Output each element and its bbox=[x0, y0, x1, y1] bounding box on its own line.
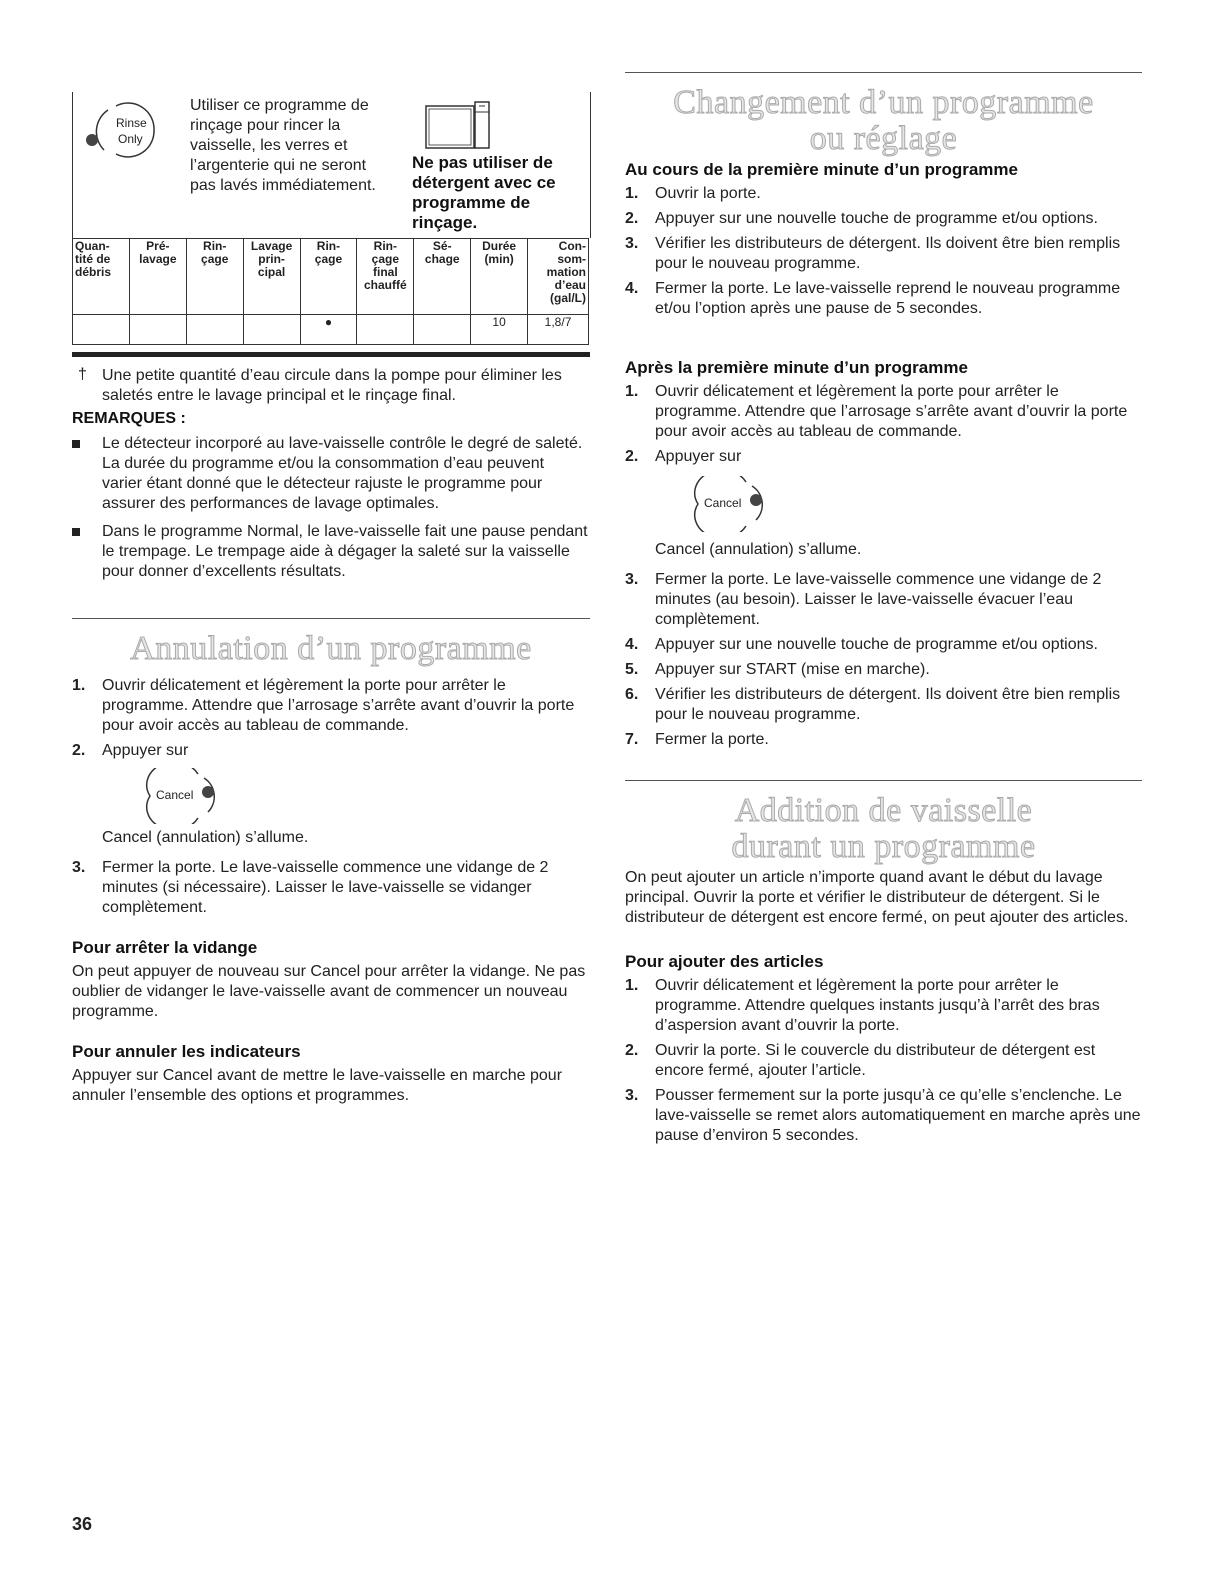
after-minute-steps-a bbox=[625, 382, 1143, 472]
remarks-title: REMARQUES : bbox=[72, 410, 186, 427]
no-detergent-warning: Ne pas utiliser de détergent avec ce programme de rinçage. bbox=[412, 153, 556, 232]
cell-water: 1,8/7 bbox=[528, 315, 589, 345]
list-item: 1. Ouvrir délicatement et légèrement la porte pour arrêter le programme. Attendre que l’arrosage s’arrête avant d’ouvrir la porte pour avoir accès au tableau de commande. bbox=[625, 383, 1128, 440]
cell-final-rinse bbox=[357, 315, 414, 345]
remarks-list bbox=[72, 434, 588, 590]
cell-main-wash bbox=[243, 315, 300, 345]
changement-heading-2: ou réglage bbox=[809, 120, 958, 157]
cancel-note: Cancel (annulation) s’allume. bbox=[102, 829, 309, 846]
footnote-text: Une petite quantité d’eau circule dans la pompe pour éliminer les saletés entre le lavage principal et le rinçage final. bbox=[102, 367, 562, 404]
rinse-icon-label: Rinse bbox=[116, 116, 147, 130]
cancel-button-label: Cancel bbox=[156, 788, 194, 802]
cell-rinse-1 bbox=[186, 315, 243, 345]
cycle-table bbox=[72, 238, 589, 345]
divider bbox=[625, 72, 1142, 73]
footnote-mark: † bbox=[78, 366, 87, 383]
addition-heading-2: durant un programme bbox=[731, 828, 1036, 865]
cell-dry bbox=[414, 315, 471, 345]
addition-heading-1: Addition de vaisselle bbox=[734, 792, 1033, 829]
cell-prewash bbox=[129, 315, 186, 345]
list-item: Le détecteur incorporé au lave-vaisselle contrôle le degré de saleté. La durée du programme et/ou la consommation d’eau peuvent varier étant donné que le détecteur rajuste le programme pour assurer des performances de lavage optimales. bbox=[72, 434, 588, 514]
divider bbox=[72, 618, 590, 619]
list-item: 2. Appuyer sur bbox=[72, 742, 189, 759]
add-items-steps bbox=[625, 976, 1143, 1151]
add-items-title: Pour ajouter des articles bbox=[625, 952, 824, 971]
table-bottom-rule bbox=[72, 352, 590, 357]
list-item: 1. Ouvrir la porte. bbox=[625, 185, 761, 202]
list-item: 1. Ouvrir délicatement et légèrement la porte pour arrêter le programme. Attendre que l’arrosage s’arrête avant d’ouvrir la porte pour avoir accès au tableau de commande. bbox=[72, 677, 575, 734]
list-item: 4. Fermer la porte. Le lave-vaisselle reprend le nouveau programme et/ou l’option après une pause de 5 secondes. bbox=[625, 280, 1121, 317]
list-item: 5. Appuyer sur START (mise en marche). bbox=[625, 661, 930, 678]
detergent-dispenser-icon bbox=[425, 100, 495, 150]
cycle-table-header-row bbox=[73, 239, 589, 315]
header-main-wash: Lavage prin- cipal bbox=[243, 239, 300, 315]
first-minute-title: Au cours de la première minute d’un programme bbox=[625, 160, 1018, 179]
cancel-button[interactable] bbox=[142, 768, 222, 824]
list-item: 2. Appuyer sur bbox=[625, 448, 742, 465]
cancel-indicators-text: Appuyer sur Cancel avant de mettre le lave-vaisselle en marche pour annuler l’ensemble des options et programmes. bbox=[72, 1067, 563, 1104]
cancel-button[interactable] bbox=[690, 476, 770, 532]
list-item: 7. Fermer la porte. bbox=[625, 731, 769, 748]
rinse-description: Utiliser ce programme de rinçage pour rincer la vaisselle, les verres et l’argenterie qui ne seront pas lavés immédiatement. bbox=[190, 97, 376, 194]
header-water: Con- som- mation d’eau (gal/L) bbox=[528, 239, 589, 315]
after-minute-title: Après la première minute d’un programme bbox=[625, 358, 968, 377]
list-item: Dans le programme Normal, le lave-vaisselle fait une pause pendant le trempage. Le trempage aide à dégager la saleté sur la vaisselle pour donner d’excellents résultats. bbox=[72, 522, 588, 582]
header-rinse-1: Rin- çage bbox=[186, 239, 243, 315]
header-rinse-2: Rin- çage bbox=[300, 239, 357, 315]
list-item: 4. Appuyer sur une nouvelle touche de programme et/ou options. bbox=[625, 636, 1098, 653]
annulation-heading: Annulation d’un programme bbox=[130, 630, 532, 667]
page-number: 36 bbox=[72, 1514, 93, 1534]
list-item: 3. Vérifier les distributeurs de détergent. Ils doivent être bien remplis pour le nouveau programme. bbox=[625, 235, 1121, 272]
cancel-button-label: Cancel bbox=[704, 496, 742, 510]
cycle-table-wrap bbox=[72, 238, 589, 345]
after-minute-steps-b bbox=[625, 570, 1143, 755]
header-final-rinse: Rin- çage final chauffé bbox=[357, 239, 414, 315]
header-dry: Sé- chage bbox=[414, 239, 471, 315]
list-item: 1. Ouvrir délicatement et légèrement la porte pour arrêter le programme. Attendre quelques instants jusqu’à l’arrêt des bras d’aspersion avant d’ouvrir la porte. bbox=[625, 977, 1100, 1034]
cell-rinse-2: ● bbox=[300, 315, 357, 345]
stop-drain-title: Pour arrêter la vidange bbox=[72, 938, 258, 957]
changement-heading-1: Changement d’un programme bbox=[673, 84, 1094, 121]
list-item: 6. Vérifier les distributeurs de détergent. Ils doivent être bien remplis pour le nouveau programme. bbox=[625, 686, 1121, 723]
rinse-only-icon bbox=[84, 100, 164, 160]
header-prewash: Pré- lavage bbox=[129, 239, 186, 315]
list-item: 3. Pousser fermement sur la porte jusqu’à ce qu’elle s’enclenche. Le lave-vaisselle se remet alors automatiquement en marche après une pause d’environ 5 secondes. bbox=[625, 1087, 1141, 1144]
list-item: 2. Ouvrir la porte. Si le couvercle du distributeur de détergent est encore fermé, ajouter l’article. bbox=[625, 1042, 1096, 1079]
header-soil: Quan- tité de débris bbox=[73, 239, 130, 315]
cell-soil bbox=[73, 315, 130, 345]
table-row bbox=[73, 315, 589, 345]
list-item: 3. Fermer la porte. Le lave-vaisselle commence une vidange de 2 minutes (au besoin). Laisser le lave-vaisselle évacuer l’eau complètement. bbox=[625, 571, 1102, 628]
annulation-steps-b bbox=[72, 858, 588, 923]
annulation-steps-a bbox=[72, 676, 588, 766]
header-duration: Durée (min) bbox=[471, 239, 528, 315]
divider bbox=[625, 780, 1142, 781]
cancel-note: Cancel (annulation) s’allume. bbox=[655, 541, 862, 558]
first-minute-steps bbox=[625, 184, 1143, 324]
stop-drain-text: On peut appuyer de nouveau sur Cancel pour arrêter la vidange. Ne pas oublier de vidanger le lave-vaisselle avant de commencer un nouveau programme. bbox=[72, 963, 586, 1020]
addition-intro: On peut ajouter un article n’importe quand avant le début du lavage principal. Ouvrir la porte et vérifier le distributeur de détergent. Si le distributeur de détergent est encore fermé, on peut ajouter des articles. bbox=[625, 869, 1129, 926]
list-item: 2. Appuyer sur une nouvelle touche de programme et/ou options. bbox=[625, 210, 1098, 227]
cell-duration: 10 bbox=[471, 315, 528, 345]
list-item: 3. Fermer la porte. Le lave-vaisselle commence une vidange de 2 minutes (si nécessaire). Laisser le lave-vaisselle se vidanger complètement. bbox=[72, 859, 549, 916]
only-icon-label: Only bbox=[118, 132, 143, 146]
cancel-indicators-title: Pour annuler les indicateurs bbox=[72, 1042, 301, 1061]
